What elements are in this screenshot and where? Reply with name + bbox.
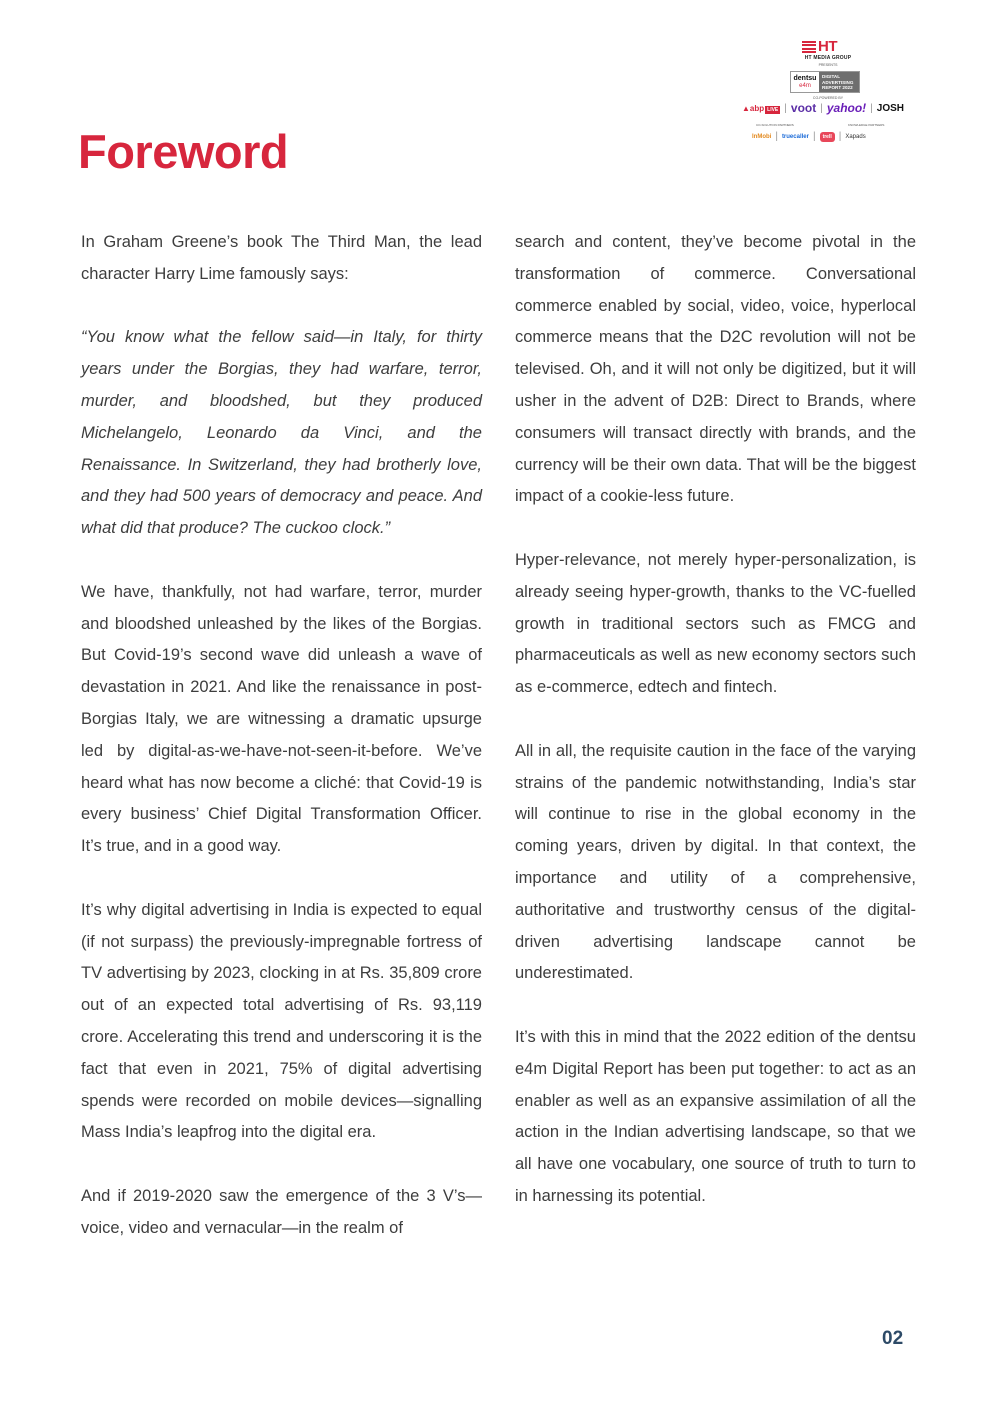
separator: | <box>784 102 787 114</box>
xapads-logo: Xapads <box>845 133 866 140</box>
truecaller-logo: truecaller <box>781 133 809 140</box>
separator: | <box>838 131 842 142</box>
sponsor-row <box>742 101 904 115</box>
dentsu-e4m-logo <box>791 72 819 92</box>
inmobi-logo: InMobi <box>752 133 772 140</box>
page-title: Foreword <box>78 125 289 178</box>
co-powered-label: CO-POWERED BY <box>812 96 844 100</box>
josh-logo: JOSH <box>876 102 905 114</box>
paragraph: We have, thankfully, not had warfare, terror, murder and bloodshed unleashed by the likes of the Borgias. But Covid-19’s second wave did unleash a wave of devastation in 2021. And like the renaissance in post-Borgias Italy, we are witnessing a dramatic upsurge led by digital-as-we-have-not-seen-it-before. We’ve heard what has now become a cliché: that Covid-19 is every business’ Chief Digital Transformation Officer. It’s true, and in a good way. <box>81 582 482 856</box>
ht-media-logo <box>802 38 837 55</box>
quote-paragraph: “You know what the fellow said—in Italy, for thirty years under the Borgias, they had warfare, terror, murder, and bloodshed, but they produced Michelangelo, Leonardo da Vinci, and the Renaissance. In Switzerland, they had brotherly love, and they had 500 years of democracy and peace. And what did that produce? The cuckoo clock.” <box>81 328 482 538</box>
paragraph: search and content, they’ve become pivotal in the transformation of commerce. Conversational commerce enabled by social, video, voice, hyperlocal commerce means that the D2C revolution will not be televised. Oh, and it will not only be digitized, but it will usher in the advent of D2B: Direct to Brands, where consumers will transact directly with brands, and the currency will be their own data. That will be the biggest impact of a cookie-less future. <box>515 233 916 506</box>
co-solution-label: CO-SOLUTION PARTNERS <box>756 123 794 127</box>
ht-group-text: HT MEDIA GROUP <box>804 55 852 61</box>
report-logo <box>790 71 860 93</box>
partner-row <box>752 131 866 142</box>
live-badge: LIVE <box>767 106 779 113</box>
ht-bars-icon <box>802 41 816 53</box>
separator: | <box>812 131 816 142</box>
knowledge-label: KNOWLEDGE PARTNERS <box>848 123 885 127</box>
separator: | <box>775 131 778 142</box>
trell-logo: trell <box>820 132 835 142</box>
right-column <box>515 227 916 1213</box>
left-column <box>81 227 482 1245</box>
voot-logo: voot <box>790 101 817 115</box>
report-title-line-1: DIGITAL <box>822 74 841 79</box>
paragraph: In Graham Greene’s book The Third Man, the lead character Harry Lime famously says: <box>81 233 482 283</box>
paragraph: It’s with this in mind that the 2022 edition of the dentsu e4m Digital Report has been put together: to act as an enabler as well as an expansive assimilation of all the action in the Indian advertising landscape, so that we all have one vocabulary, one source of truth to turn to in harnessing its potential. <box>515 1027 916 1205</box>
separator: | <box>820 102 823 114</box>
report-tag <box>819 72 859 92</box>
dentsu-text: dentsu <box>793 74 817 82</box>
sponsor-logos <box>738 38 914 150</box>
ht-brand-text: HT <box>818 38 837 55</box>
page-number: 02 <box>882 1328 904 1349</box>
paragraph: It’s why digital advertising in India is expected to equal (if not surpass) the previously-impregnable fortress of TV advertising by 2023, clocking in at Rs. 35,809 crore out of an expected total advertising of Rs. 93,119 crore. Accelerating this trend and underscoring it is the fact that even in 2021, 75% of digital advertising spends were recorded on mobile devices—signalling Mass India’s leapfrog into the digital era. <box>81 900 482 1142</box>
report-title-line-2: ADVERTISING <box>822 79 854 85</box>
paragraph: And if 2019-2020 saw the emergence of the 3 V’s—voice, video and vernacular—in the realm of <box>81 1186 482 1237</box>
abp-logo: ▲abp LIVE <box>742 103 779 113</box>
paragraph: All in all, the requisite caution in the face of the varying strains of the pandemic notwithstanding, India’s star will continue to rise in the global economy in the coming years, driven by digital. In that context, the importance and utility of a comprehensive, authoritative and trustworthy census of the digital-driven advertising landscape cannot be underestimated. <box>515 741 916 983</box>
yahoo-logo: yahoo! <box>826 101 867 115</box>
abp-text: abp <box>749 103 765 113</box>
presents-text: PRESENTS <box>818 63 838 67</box>
report-title-line-3: REPORT 2022 <box>822 85 853 90</box>
paragraph: Hyper-relevance, not merely hyper-personalization, is already seeing hyper-growth, thanks to the VC-fuelled growth in traditional sectors such as FMCG and pharmaceuticals as well as new economy sectors such as e-commerce, edtech and fintech. <box>515 550 916 697</box>
e4m-text: e4m <box>799 82 811 89</box>
separator: | <box>870 102 873 114</box>
